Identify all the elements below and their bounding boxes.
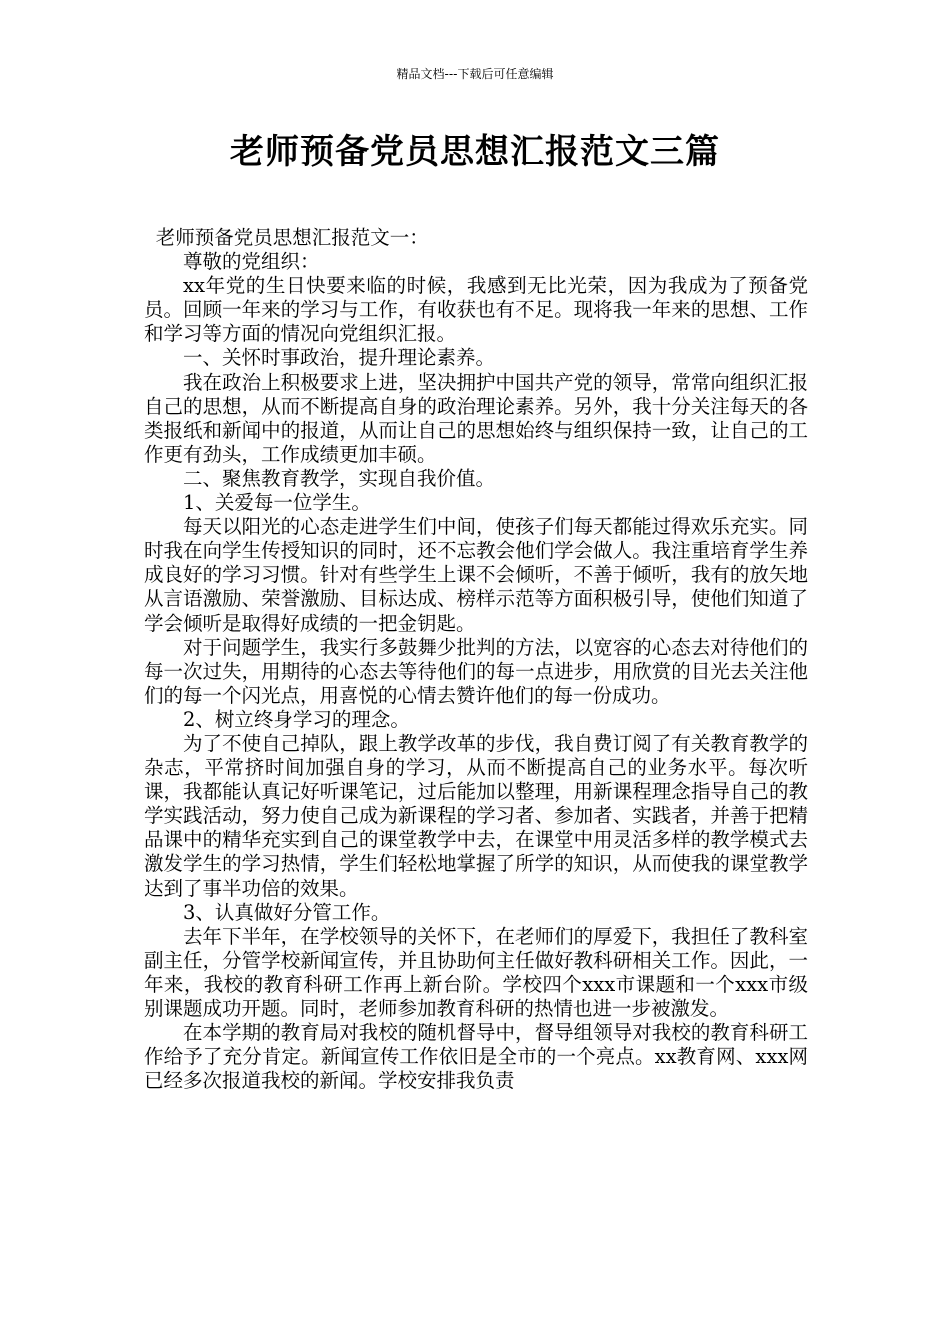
salutation: 尊敬的党组织： [183, 250, 320, 274]
paragraph: 去年下半年，在学校领导的关怀下，在老师们的厚爱下，我担任了教科室副主任，分管学校新闻宣传，并且协助何主任做好教科研相关工作。因此，一年来，我校的教育科研工作再上新台阶。学校四个xxx市课题和一个xxx市级别课题成功开题。同时，老师参加教育科研的热情也进一步被激发。 [144, 924, 808, 1020]
paragraph: 对于问题学生，我实行多鼓舞少批判的方法，以宽容的心态去对待他们的每一次过失，用期待的心态去等待他们的每一点进步，用欣赏的目光去关注他们的每一个闪光点，用喜悦的心情去赞许他们的每一份成功。 [144, 635, 808, 707]
subsection-heading: 3、认真做好分管工作。 [183, 900, 391, 924]
section-subtitle: 老师预备党员思想汇报范文一： [155, 226, 429, 249]
section-heading: 二、聚焦教育教学，实现自我价值。 [183, 466, 496, 490]
paragraph: 我在政治上积极要求上进，坚决拥护中国共产党的领导，常常向组织汇报自己的思想，从而不断提高自身的政治理论素养。另外，我十分关注每天的各类报纸和新闻中的报道，从而让自己的思想始终与组织保持一致，让自己的工作更有劲头，工作成绩更加丰硕。 [144, 370, 808, 466]
subsection-heading: 2、树立终身学习的理念。 [183, 707, 410, 731]
subsection-heading: 1、关爱每一位学生。 [183, 491, 371, 515]
paragraph: 每天以阳光的心态走进学生们中间，使孩子们每天都能过得欢乐充实。同时我在向学生传授知识的同时，还不忘教会他们学会做人。我注重培育学生养成良好的学习习惯。针对有些学生上课不会倾听，不善于倾听，我有的放矢地从言语激励、荣誉激励、目标达成、榜样示范等方面积极引导，使他们知道了学会倾听是取得好成绩的一把金钥匙。 [144, 515, 808, 635]
paragraph: 为了不使自己掉队，跟上教学改革的步伐，我自费订阅了有关教育教学的杂志，平常挤时间加强自身的学习，从而不断提高自己的业务水平。每次听课，我都能认真记好听课笔记，过后能加以整理，用新课程理念指导自己的教学实践活动，努力使自己成为新课程的学习者、参加者、实践者，并善于把精品课中的精华充实到自己的课堂教学中去，在课堂中用灵活多样的教学模式去激发学生的学习热情，学生们轻松地掌握了所学的知识，从而使我的课堂教学达到了事半功倍的效果。 [144, 731, 808, 900]
paragraph: xx年党的生日快要来临的时候，我感到无比光荣，因为我成为了预备党员。回顾一年来的学习与工作，有收获也有不足。现将我一年来的思想、工作和学习等方面的情况向党组织汇报。 [144, 274, 808, 346]
header-note: 精品文档---下载后可任意编辑 [396, 67, 554, 81]
document-body [144, 226, 808, 1093]
document-title: 老师预备党员思想汇报范文三篇 [230, 132, 720, 172]
paragraph: 在本学期的教育局对我校的随机督导中，督导组领导对我校的教育科研工作给予了充分肯定。新闻宣传工作依旧是全市的一个亮点。xx教育网、xxx网已经多次报道我校的新闻。学校安排我负责 [144, 1021, 808, 1093]
section-heading: 一、关怀时事政治，提升理论素养。 [183, 346, 496, 370]
